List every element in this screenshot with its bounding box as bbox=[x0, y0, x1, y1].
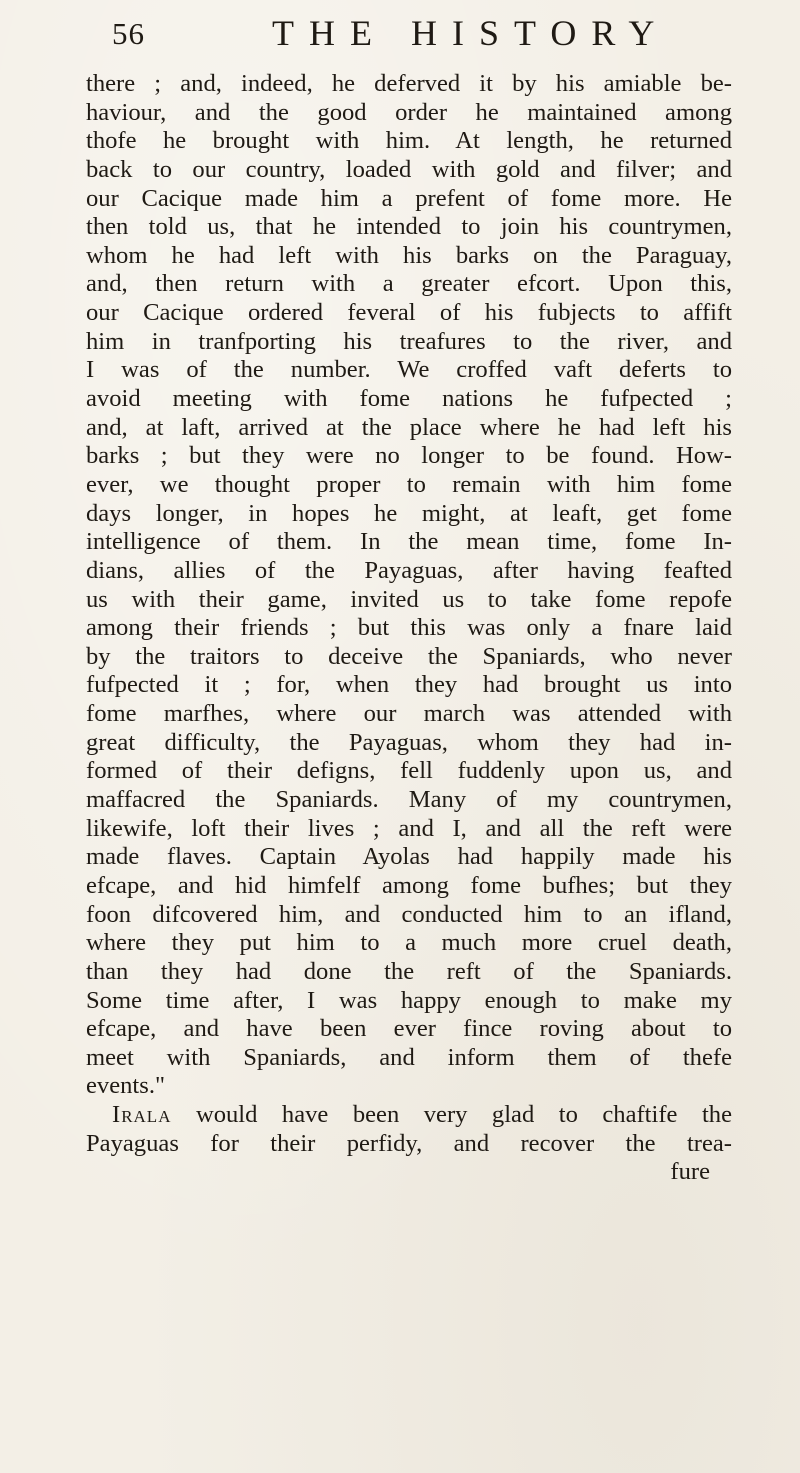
text-line: efcape, and have been ever fince roving about to bbox=[86, 1015, 732, 1043]
text-line: by the traitors to deceive the Spaniards, who never bbox=[86, 642, 732, 670]
body-text bbox=[86, 70, 732, 1187]
text-line: likewife, loft their lives ; and I, and all the reft were bbox=[86, 814, 732, 842]
text-line: fufpected it ; for, when they had brought us into bbox=[86, 671, 732, 699]
text-line: avoid meeting with fome nations he fufpected ; bbox=[86, 385, 732, 413]
text-line: great difficulty, the Payaguas, whom they had in- bbox=[86, 728, 732, 756]
text-line: and, at laft, arrived at the place where he had left his bbox=[86, 413, 732, 441]
text-line: barks ; but they were no longer to be found. How- bbox=[86, 442, 732, 470]
text-line: us with their game, invited us to take fome repofe bbox=[86, 585, 732, 613]
text-line: events." bbox=[86, 1072, 166, 1100]
text-line: Payaguas for their perfidy, and recover the trea- bbox=[86, 1129, 732, 1157]
text-line: then told us, that he intended to join his countrymen, bbox=[86, 213, 732, 241]
text-line: him in tranfporting his treafures to the river, and bbox=[86, 327, 732, 355]
text-line: efcape, and hid himfelf among fome bufhes; but they bbox=[86, 871, 732, 899]
text-line: whom he had left with his barks on the Paraguay, bbox=[86, 241, 732, 269]
text-line: fome marfhes, where our march was attended with bbox=[86, 700, 732, 728]
page-number: 56 bbox=[112, 16, 145, 51]
text-line: ever, we thought proper to remain with him fome bbox=[86, 470, 732, 498]
text-line: our Cacique ordered feveral of his fubjects to affift bbox=[86, 299, 732, 327]
text-line: dians, allies of the Payaguas, after having feafted bbox=[86, 556, 732, 584]
text-line: back to our country, loaded with gold and filver; and bbox=[86, 155, 732, 183]
text-line: our Cacique made him a prefent of fome more. He bbox=[86, 184, 732, 212]
paragraph-opening-text: would have been very glad to chaftife the bbox=[171, 1101, 732, 1129]
text-line: among their friends ; but this was only a fnare laid bbox=[86, 614, 732, 642]
text-line: than they had done the reft of the Spaniards. bbox=[86, 957, 732, 985]
paragraph-opening-line bbox=[86, 1101, 732, 1130]
text-line: maffacred the Spaniards. Many of my countrymen, bbox=[86, 786, 732, 814]
text-line: I was of the number. We croffed vaft deferts to bbox=[86, 356, 732, 384]
running-title: THE HISTORY bbox=[272, 13, 670, 53]
text-line: formed of their defigns, fell fuddenly upon us, and bbox=[86, 757, 732, 785]
text-line: intelligence of them. In the mean time, fome In- bbox=[86, 528, 732, 556]
text-line: days longer, in hopes he might, at leaft, get fome bbox=[86, 499, 732, 527]
catchword: fure bbox=[670, 1158, 710, 1186]
text-line: meet with Spaniards, and inform them of thefe bbox=[86, 1043, 732, 1071]
text-line: haviour, and the good order he maintained among bbox=[86, 98, 732, 126]
running-head bbox=[112, 6, 712, 58]
text-line: thofe he brought with him. At length, he returned bbox=[86, 127, 732, 155]
text-line: where they put him to a much more cruel death, bbox=[86, 929, 732, 957]
text-line: foon difcovered him, and conducted him to an ifland, bbox=[86, 900, 732, 928]
text-line: and, then return with a greater efcort. Upon this, bbox=[86, 270, 732, 298]
text-line: there ; and, indeed, he deferved it by his amiable be- bbox=[86, 70, 732, 97]
paragraph-lead-word: Irala bbox=[112, 1101, 172, 1129]
text-line: made flaves. Captain Ayolas had happily made his bbox=[86, 843, 732, 871]
text-line: Some time after, I was happy enough to make my bbox=[86, 986, 732, 1014]
